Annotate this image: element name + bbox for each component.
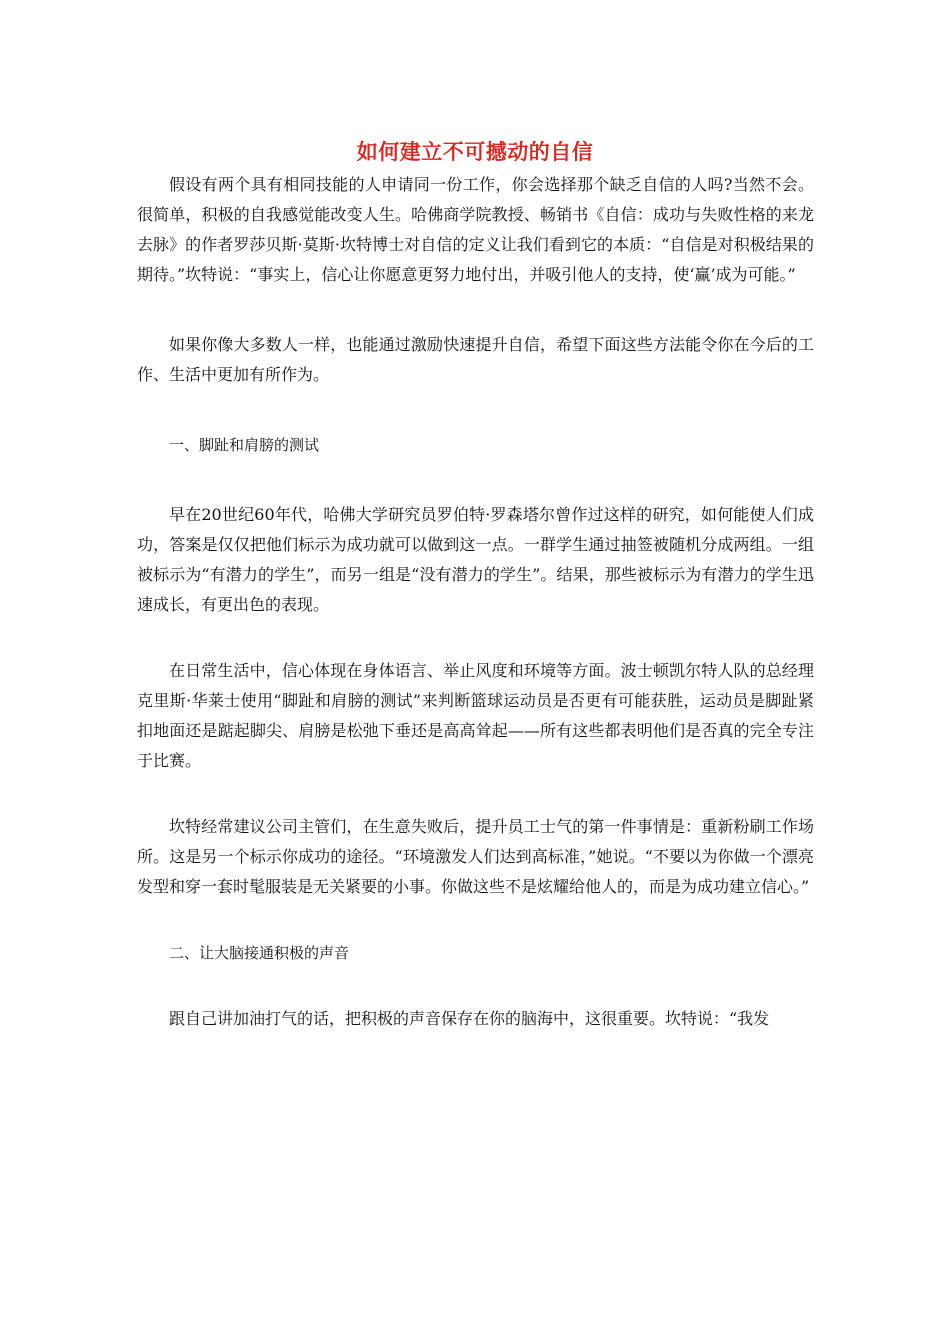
paragraph-workplace: 坎特经常建议公司主管们，在生意失败后，提升员工士气的第一件事情是：重新粉刷工作场所。这是另一个标示你成功的途径。“环境激发人们达到高标准，”她说。“不要以为你做一个漂亮发型和穿一套时髦服装是无关紧要的小事。你做这些不是炫耀给他人的，而是为成功建立信心。” <box>137 817 814 896</box>
section-heading-2: 二、让大脑接通积极的声音 <box>169 944 350 962</box>
paragraph-positive-voice: 跟自己讲加油打气的话，把积极的声音保存在你的脑海中，这很重要。坎特说：“我发 <box>169 1009 770 1028</box>
document-title: 如何建立不可撼动的自信 <box>356 139 594 165</box>
paragraph-body-language: 在日常生活中，信心体现在身体语言、举止风度和环境等方面。波士顿凯尔特人队的总经理克里斯·华莱士使用“脚趾和肩膀的测试”来判断篮球运动员是否更有可能获胜，运动员是脚趾紧扣地面还是踮起脚尖、肩膀是松弛下垂还是高高耸起——所有这些都表明他们是否真的完全专注于比赛。 <box>137 661 814 770</box>
paragraph-intro: 假设有两个具有相同技能的人申请同一份工作，你会选择那个缺乏自信的人吗?当然不会。很简单，积极的自我感觉能改变人生。哈佛商学院教授、畅销书《自信：成功与失败性格的来龙去脉》的作者罗莎贝斯·莫斯·坎特博士对自信的定义让我们看到它的本质：“自信是对积极结果的期待。”坎特说：“事实上，信心让你愿意更努力地付出，并吸引他人的支持，使‘赢’成为可能。” <box>137 175 814 284</box>
paragraph-motivation: 如果你像大多数人一样，也能通过激励快速提升自信，希望下面这些方法能令你在今后的工作、生活中更加有所作为。 <box>137 335 814 384</box>
section-heading-1: 一、脚趾和肩膀的测试 <box>169 436 320 454</box>
document-body <box>137 170 814 1034</box>
paragraph-research: 早在20世纪60年代，哈佛大学研究员罗伯特·罗森塔尔曾作过这样的研究，如何能使人们成功，答案是仅仅把他们标示为成功就可以做到这一点。一群学生通过抽签被随机分成两组。一组被标示为“有潜力的学生”，而另一组是“没有潜力的学生”。结果，那些被标示为有潜力的学生迅速成长，有更出色的表现。 <box>137 505 814 614</box>
